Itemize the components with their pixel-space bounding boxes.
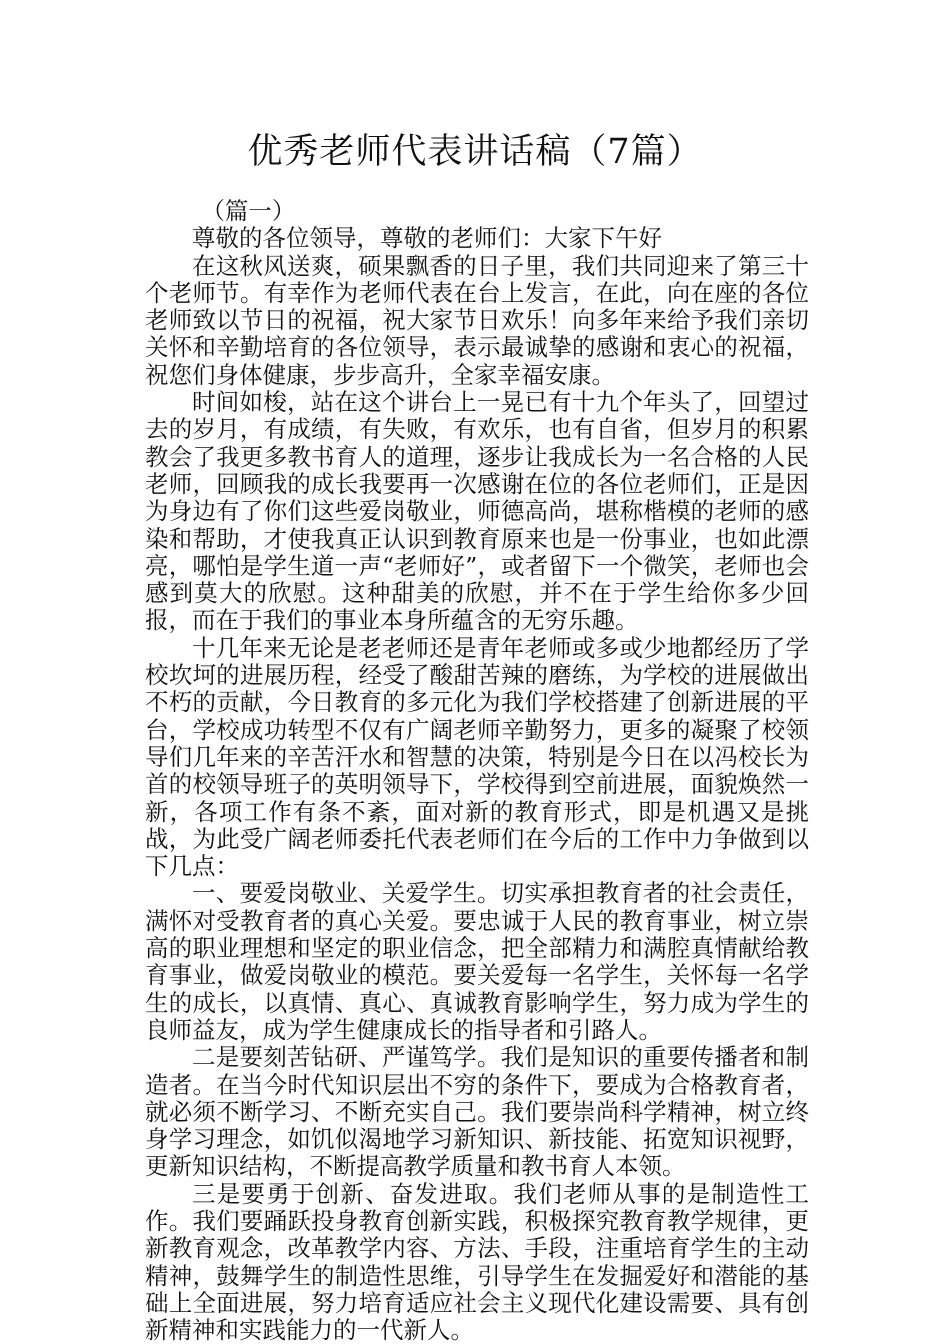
document-body bbox=[145, 198, 809, 1344]
paragraph: 十几年来无论是老老师还是青年老师或多或少地都经历了学校坎坷的进展历程，经受了酸甜苦辣的磨练，为学校的进展做出不朽的贡献，今日教育的多元化为我们学校搭建了创新进展的平台，学校成功转型不仅有广阔老师辛勤努力，更多的凝聚了校领导们几年来的辛苦汗水和智慧的决策，特别是今日在以冯校长为首的校领导班子的英明领导下，学校得到空前进展，面貌焕然一新，各项工作有条不紊，面对新的教育形式，即是机遇又是挑战，为此受广阔老师委托代表老师们在今后的工作中力争做到以下几点： bbox=[145, 633, 809, 881]
document-title: 优秀老师代表讲话稿（7篇） bbox=[247, 132, 703, 172]
paragraph: 三是要勇于创新、奋发进取。我们老师从事的是制造性工作。我们要踊跃投身教育创新实践，积极探究教育教学规律，更新教育观念，改革教学内容、方法、手段，注重培育学生的主动精神，鼓舞学生的制造性思维，引导学生在发掘爱好和潜能的基础上全面进展，努力培育适应社会主义现代化建设需要、具有创新精神和实践能力的一代新人。 bbox=[145, 1179, 809, 1344]
paragraph-greeting: 尊敬的各位领导，尊敬的老师们：大家下午好 bbox=[192, 224, 662, 253]
paragraph: 时间如梭，站在这个讲台上一晃已有十九个年头了，回望过去的岁月，有成绩，有失败，有欢乐，也有自省，但岁月的积累教会了我更多教书育人的道理，逐步让我成长为一名合格的人民老师，回顾我的成长我要再一次感谢在位的各位老师们，正是因为身边有了你们这些爱岗敬业，师德高尚，堪称楷模的老师的感染和帮助，才使我真正认识到教育原来也是一份事业，也如此漂亮，哪怕是学生道一声“老师好”，或者留下一个微笑，老师也会感到莫大的欣慰。这种甜美的欣慰，并不在于学生给你多少回报，而在于我们的事业本身所蕴含的无穷乐趣。 bbox=[145, 388, 809, 635]
paragraph: 在这秋风送爽，硕果飘香的日子里，我们共同迎来了第三十个老师节。有幸作为老师代表在台上发言，在此，向在座的各位老师致以节日的祝福，祝大家节日欢乐！向多年来给予我们亲切关怀和辛勤培育的各位领导，表示最诚挚的感谢和衷心的祝福，祝您们身体健康，步步高升，全家幸福安康。 bbox=[145, 251, 809, 389]
paragraph: 二是要刻苦钻研、严谨笃学。我们是知识的重要传播者和制造者。在当今时代知识层出不穷的条件下，要成为合格教育者，就必须不断学习、不断充实自己。我们要崇尚科学精神，树立终身学习理念，如饥似渴地学习新知识、新技能、拓宽知识视野，更新知识结构，不断提高教学质量和教书育人本领。 bbox=[145, 1043, 809, 1181]
section-label: （篇一） bbox=[201, 197, 296, 225]
paragraph: 一、要爱岗敬业、关爱学生。切实承担教育者的社会责任，满怀对受教育者的真心关爱。要忠诚于人民的教育事业，树立崇高的职业理想和坚定的职业信念，把全部精力和满腔真情献给教育事业，做爱岗敬业的模范。要关爱每一名学生，关怀每一名学生的成长，以真情、真心、真诚教育影响学生，努力成为学生的良师益友，成为学生健康成长的指导者和引路人。 bbox=[145, 879, 809, 1044]
